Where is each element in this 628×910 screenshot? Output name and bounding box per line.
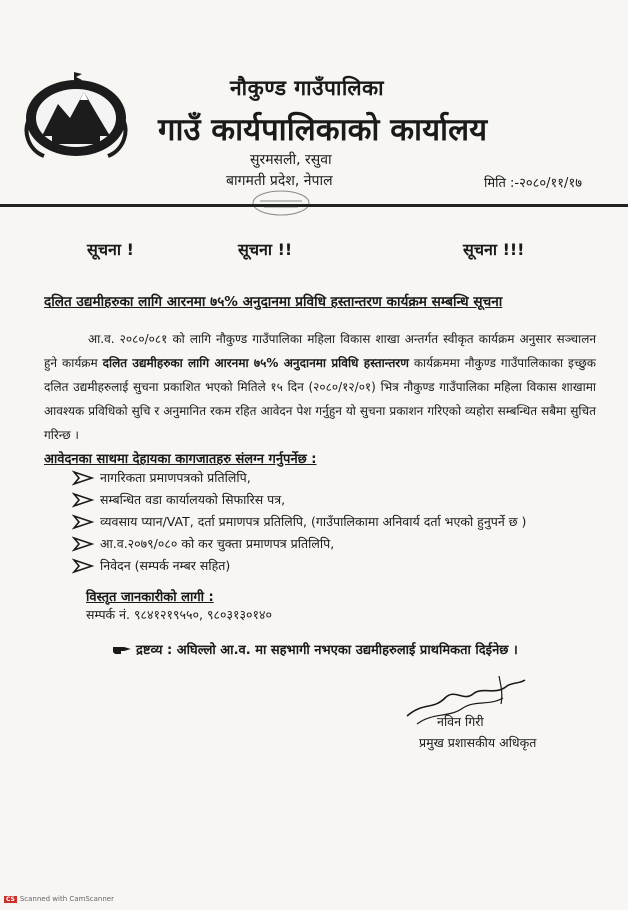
contact-numbers: सम्पर्क नं. ९८४१२१९५५०, ९८०३१३०१४० xyxy=(86,607,272,622)
arrow-bullet-icon xyxy=(72,470,94,486)
arrow-bullet-icon xyxy=(72,536,94,552)
scanner-watermark xyxy=(4,895,114,903)
list-item xyxy=(72,533,592,555)
document-item-text: नागरिकता प्रमाणपत्रको प्रतिलिपि, xyxy=(100,470,251,485)
list-item xyxy=(72,511,592,533)
notice-word-3: सूचना !!! xyxy=(463,240,525,259)
notice-date: मिति :-२०८०/११/१७ xyxy=(484,176,582,191)
priority-note xyxy=(112,640,518,658)
document-item-text: निवेदन (सम्पर्क नम्बर सहित) xyxy=(100,558,231,573)
arrow-bullet-icon xyxy=(72,514,94,530)
scanner-watermark-text: Scanned with CamScanner xyxy=(19,895,114,903)
list-item xyxy=(72,489,592,511)
documents-list xyxy=(72,467,592,577)
notice-body xyxy=(44,327,596,447)
document-item-text: आ.व.२०७९/०८० को कर चुक्ता प्रमाणपत्र प्रतिलिपि, xyxy=(100,536,335,551)
contact-heading: विस्तृत जानकारीको लागी : xyxy=(86,590,214,605)
list-item xyxy=(72,555,592,577)
signatory-name: नविन गिरी xyxy=(437,714,484,729)
header-divider xyxy=(0,204,628,207)
signatory-title: प्रमुख प्रशासकीय अधिकृत xyxy=(419,735,537,750)
documents-heading: आवेदनका साथमा देहायका कागजातहरु संलग्न गर्नुपर्नेछ : xyxy=(44,452,317,467)
notice-word-2: सूचना !! xyxy=(238,240,293,259)
arrow-bullet-icon xyxy=(72,492,94,508)
pointing-hand-icon xyxy=(112,642,132,656)
notice-body-part1: आ.व. २०८०/०८१ को लागि नौकुण्ड गाउँपालिका महिला विकास शाखा अन्तर्गत स्वीकृत कार्यक्रम अनुसार सञ्चालन हुने कार्यक्रम xyxy=(44,332,596,370)
arrow-bullet-icon xyxy=(72,558,94,574)
priority-note-text: द्रष्टव्य : अघिल्लो आ.व. मा सहभागी नभएका उद्यमीहरुलाई प्राथमिकता दिईनेछ । xyxy=(136,643,518,658)
notice-body-part2: कार्यक्रममा नौकुण्ड गाउँपालिकाका इच्छुक दलित उद्यमीहरुलाई सुचना प्रकाशित भएको मितिले १५ दिन (२०८०/१२/०१) भित्र नौकुण्ड गाउँपालिका महिला विकास शाखामा आवश्यक प्रविधिको सुचि र अनुमानित रकम रहित आवेदन पेश गर्नुहुन यो सुचना प्रकाशन गरिएको व्यहोरा सम्बन्धित सबैमा सुचित गरिन्छ । xyxy=(44,356,596,442)
notice-body-bold: दलित उद्यमीहरुका लागि आरनमा ७५% अनुदानमा प्रविधि हस्तान्तरण xyxy=(102,356,409,370)
document-item-text: सम्बन्धित वडा कार्यालयको सिफारिस पत्र, xyxy=(100,492,286,507)
camscanner-icon: CS xyxy=(6,895,15,903)
notice-subject: दलित उद्यमीहरुका लागि आरनमा ७५% अनुदानमा प्रविधि हस्तान्तरण कार्यक्रम सम्बन्धि सूचना xyxy=(44,294,503,310)
document-item-text: व्यवसाय प्यान/VAT, दर्ता प्रमाणपत्र प्रतिलिपि, (गाउँपालिकामा अनिवार्य दर्ता भएको हुनुपर्ने छ ) xyxy=(100,514,527,529)
municipality-name: नौकुण्ड गाउँपालिका xyxy=(230,76,385,100)
notice-word-1: सूचना ! xyxy=(87,240,134,259)
office-province: बागमती प्रदेश, नेपाल xyxy=(226,173,333,189)
municipality-emblem-icon xyxy=(22,70,130,162)
office-title: गाउँ कार्यपालिकाको कार्यालय xyxy=(158,112,488,148)
office-location: सुरमसली, रसुवा xyxy=(250,152,332,168)
list-item xyxy=(72,467,592,489)
office-stamp-icon xyxy=(250,188,312,218)
